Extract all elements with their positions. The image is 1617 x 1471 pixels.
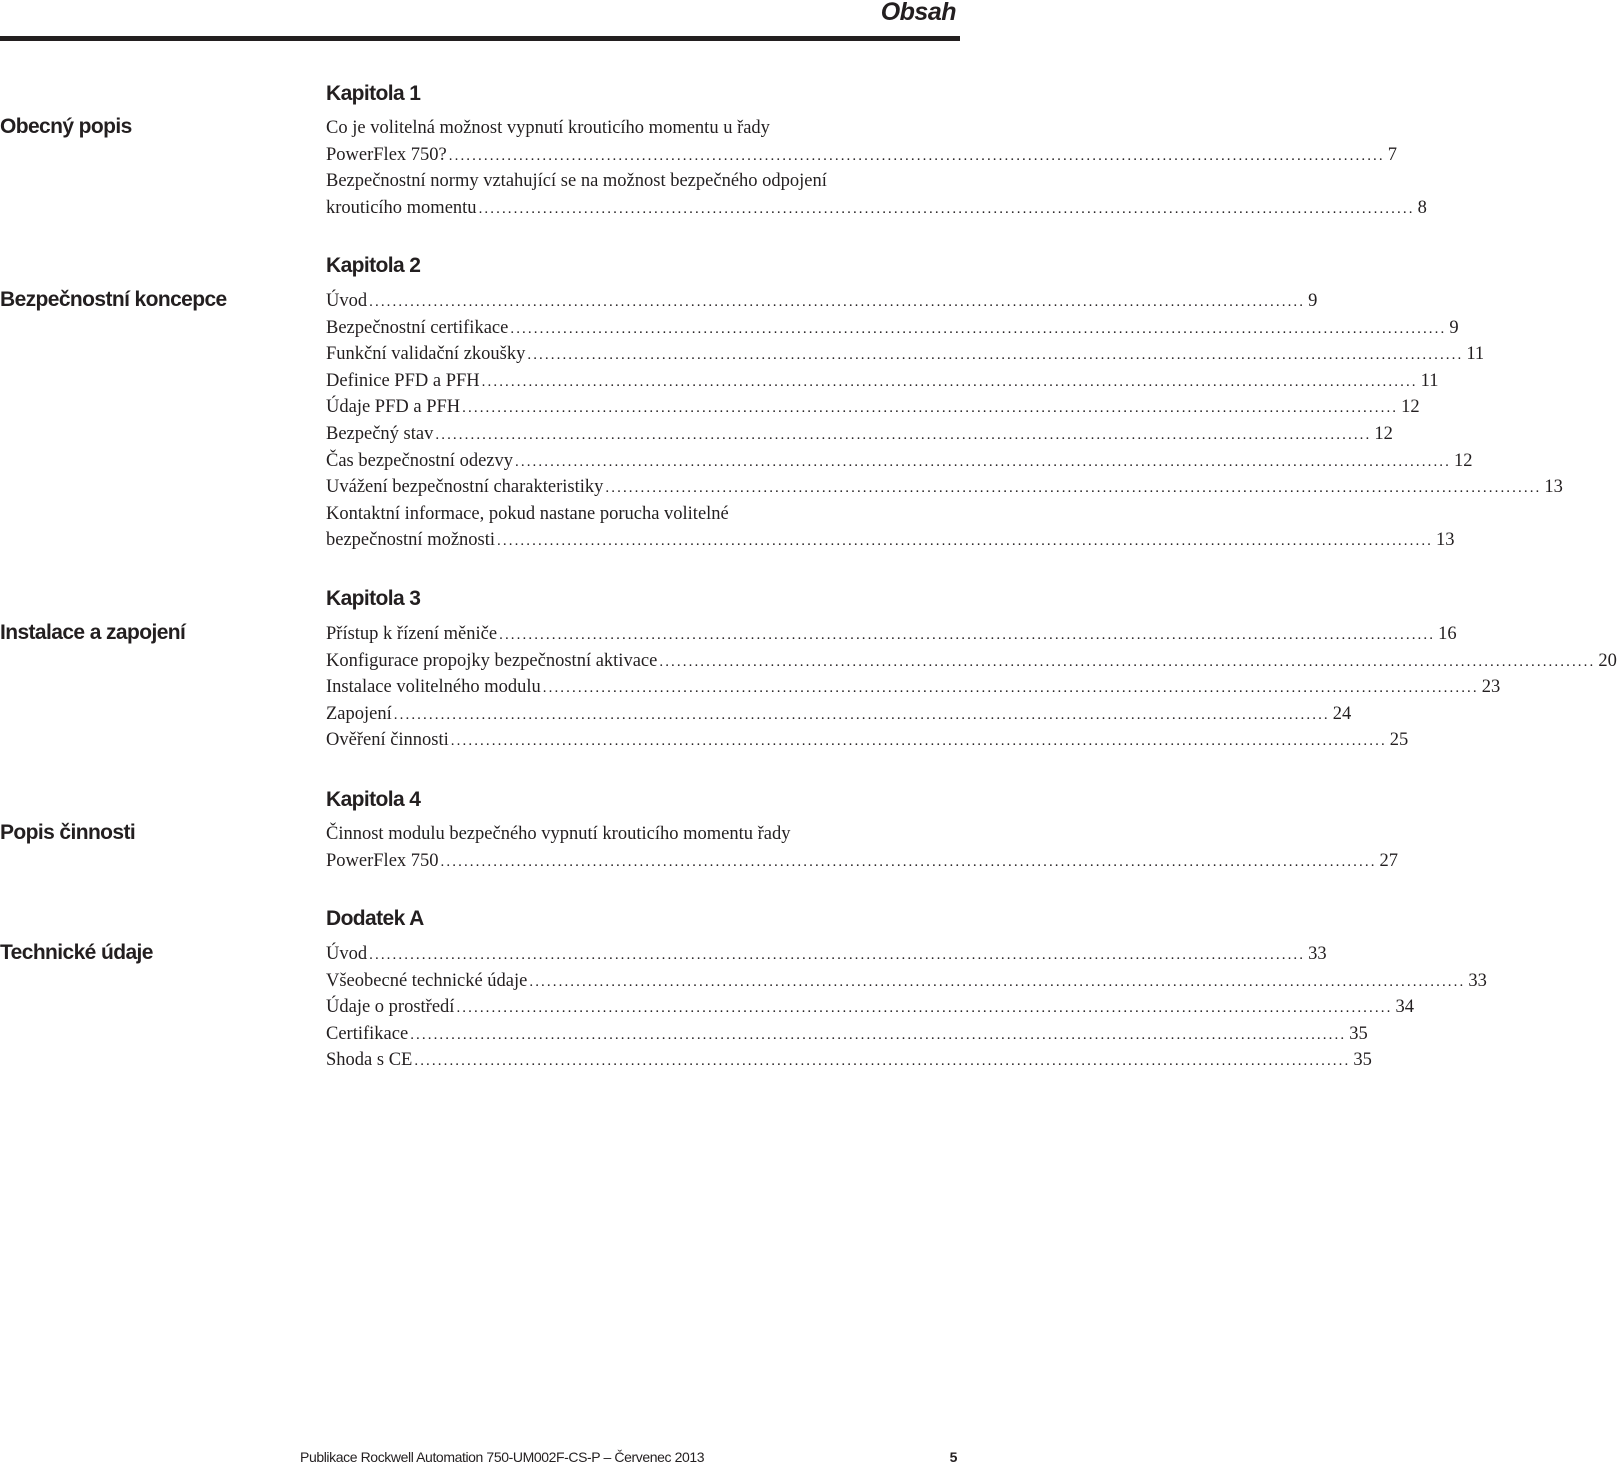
dot-leader: ................................................................................................................................................................ — [515, 453, 1451, 470]
chapter-heading: Kapitola 2 — [326, 254, 421, 277]
dot-leader: ................................................................................................................................................................ — [440, 853, 1377, 870]
dot-leader: ................................................................................................................................................................ — [369, 294, 1306, 310]
toc-entries — [326, 621, 1617, 754]
toc-entry-title: krouticího momentu — [326, 197, 477, 218]
toc-page-number: 12 — [1401, 397, 1420, 418]
toc-entry[interactable] — [326, 448, 1473, 475]
toc-entry-title: Certifikace — [326, 1023, 409, 1044]
toc-entry-title: Přístup k řízení měniče — [326, 624, 498, 644]
toc-page-number: 11 — [1420, 370, 1439, 391]
toc-entry-line: Činnost modulu bezpečného vypnutí krouticího momentu řady — [326, 824, 791, 844]
toc-page-number: 33 — [1468, 970, 1487, 991]
toc-page-number: 25 — [1389, 730, 1409, 751]
toc-entry[interactable] — [326, 421, 1393, 448]
dot-leader: ................................................................................................................................................................ — [510, 320, 1447, 337]
dot-leader: ................................................................................................................................................................ — [410, 1026, 1347, 1043]
section-label: Instalace a zapojení — [0, 621, 186, 644]
toc-entry[interactable] — [326, 821, 1399, 874]
toc-page-number: 35 — [1353, 1050, 1372, 1071]
toc-entry[interactable] — [326, 168, 1427, 221]
toc-entries — [326, 288, 1563, 554]
toc-entry-title: Ověření činnosti — [326, 730, 449, 751]
footer-page-number: 5 — [949, 1449, 957, 1465]
chapter-heading: Kapitola 1 — [326, 82, 421, 105]
header-rule — [0, 36, 960, 41]
toc-entry-line: Co je volitelná možnost vypnutí krouticího momentu u řady — [326, 118, 770, 138]
toc-entry-title: Všeobecné technické údaje — [326, 970, 528, 991]
chapter-heading: Kapitola 4 — [326, 788, 421, 811]
toc-entry-title: Uvážení bezpečnostní charakteristiky — [326, 477, 604, 498]
toc-entry[interactable] — [326, 621, 1457, 648]
dot-leader: ................................................................................................................................................................ — [450, 733, 1387, 750]
toc-entry[interactable] — [326, 394, 1420, 421]
toc-entry[interactable] — [326, 701, 1352, 728]
toc-entry-title: Shoda s CE — [326, 1050, 413, 1071]
toc-page-number: 24 — [1332, 703, 1352, 724]
toc-entry[interactable] — [326, 501, 1455, 554]
page-footer — [300, 1449, 960, 1465]
dot-leader: ................................................................................................................................................................ — [393, 706, 1330, 723]
toc-entry[interactable] — [326, 288, 1318, 315]
toc-entry-title: Definice PFD a PFH — [326, 370, 480, 391]
toc-entry[interactable] — [326, 474, 1563, 501]
toc-page-number: 12 — [1454, 450, 1473, 471]
toc-entry-title: Instalace volitelného modulu — [326, 677, 541, 698]
toc-entry[interactable] — [326, 1047, 1372, 1074]
toc-entries — [326, 115, 1427, 221]
toc-entry[interactable] — [326, 1021, 1368, 1048]
toc-entry-title: PowerFlex 750 — [326, 850, 439, 871]
section-label: Technické údaje — [0, 941, 153, 964]
toc-entry-line: Bezpečnostní normy vztahující se na možnost bezpečného odpojení — [326, 171, 827, 192]
section-label: Popis činnosti — [0, 821, 136, 844]
dot-leader: ................................................................................................................................................................ — [478, 200, 1415, 217]
toc-entry-title: Úvod — [326, 291, 368, 311]
toc-page-number: 12 — [1374, 423, 1393, 444]
toc-entry[interactable] — [326, 968, 1487, 995]
toc-page-number: 16 — [1438, 624, 1457, 644]
toc-entry[interactable] — [326, 727, 1409, 754]
toc-entry[interactable] — [326, 648, 1617, 675]
dot-leader: ................................................................................................................................................................ — [605, 480, 1542, 497]
toc-entries — [326, 941, 1487, 1074]
toc-entry-title: Údaje PFD a PFH — [326, 397, 461, 418]
dot-leader: ................................................................................................................................................................ — [448, 147, 1385, 164]
toc-page-number: 27 — [1379, 850, 1399, 871]
toc-entry-title: bezpečnostní možnosti — [326, 530, 496, 551]
dot-leader: ................................................................................................................................................................ — [414, 1053, 1351, 1070]
toc-page-number: 13 — [1544, 477, 1563, 498]
toc-entry[interactable] — [326, 115, 1397, 168]
toc-entry-title: Bezpečný stav — [326, 423, 434, 444]
toc-page-number: 35 — [1349, 1023, 1368, 1044]
toc-entry[interactable] — [326, 674, 1501, 701]
toc-entry-title: Konfigurace propojky bezpečnostní aktivace — [326, 650, 658, 671]
toc-entry[interactable] — [326, 368, 1439, 395]
dot-leader: ................................................................................................................................................................ — [542, 680, 1479, 697]
toc-entry[interactable] — [326, 315, 1459, 342]
dot-leader: ................................................................................................................................................................ — [659, 653, 1596, 670]
toc-page-number: 9 — [1449, 317, 1459, 338]
dot-leader: ................................................................................................................................................................ — [456, 1000, 1393, 1017]
toc-entry-title: Funkční validační zkoušky — [326, 344, 526, 365]
dot-leader: ................................................................................................................................................................ — [497, 533, 1434, 550]
toc-entry[interactable] — [326, 994, 1414, 1021]
dot-leader: ................................................................................................................................................................ — [435, 426, 1372, 443]
toc-page-number: 7 — [1387, 144, 1397, 165]
toc-page-number: 13 — [1436, 530, 1455, 551]
toc-entry-line: Kontaktní informace, pokud nastane porucha volitelné — [326, 503, 729, 524]
toc-entry-title: Čas bezpečnostní odezvy — [326, 450, 513, 471]
dot-leader: ................................................................................................................................................................ — [462, 400, 1399, 417]
footer-publication: Publikace Rockwell Automation 750-UM002F-CS-P – Červenec 2013 — [300, 1449, 705, 1465]
dot-leader: ................................................................................................................................................................ — [527, 347, 1464, 364]
toc-page-number: 23 — [1481, 677, 1501, 698]
section-label: Bezpečnostní koncepce — [0, 288, 227, 311]
toc-entry-title: Úvod — [326, 944, 368, 964]
dot-leader: ................................................................................................................................................................ — [529, 973, 1466, 990]
page-header-title: Obsah — [880, 0, 956, 26]
toc-page-number: 34 — [1395, 997, 1414, 1018]
toc-entry-title: Zapojení — [326, 703, 392, 724]
toc-entry-title: Bezpečnostní certifikace — [326, 317, 509, 338]
toc-page-number: 9 — [1308, 291, 1318, 311]
toc-page-number: 20 — [1598, 650, 1617, 671]
toc-page-number: 8 — [1417, 197, 1427, 218]
toc-entry-title: PowerFlex 750? — [326, 144, 447, 165]
toc-entry[interactable] — [326, 941, 1327, 968]
toc-entry[interactable] — [326, 341, 1485, 368]
toc-page-number: 33 — [1308, 944, 1327, 964]
dot-leader: ................................................................................................................................................................ — [499, 627, 1436, 643]
dot-leader: ................................................................................................................................................................ — [369, 947, 1306, 963]
dot-leader: ................................................................................................................................................................ — [481, 373, 1418, 390]
section-label: Obecný popis — [0, 115, 132, 138]
toc-page-number: 11 — [1466, 344, 1485, 365]
chapter-heading: Kapitola 3 — [326, 587, 421, 610]
chapter-heading: Dodatek A — [326, 907, 424, 930]
toc-entries — [326, 821, 1399, 874]
toc-entry-title: Údaje o prostředí — [326, 997, 455, 1018]
